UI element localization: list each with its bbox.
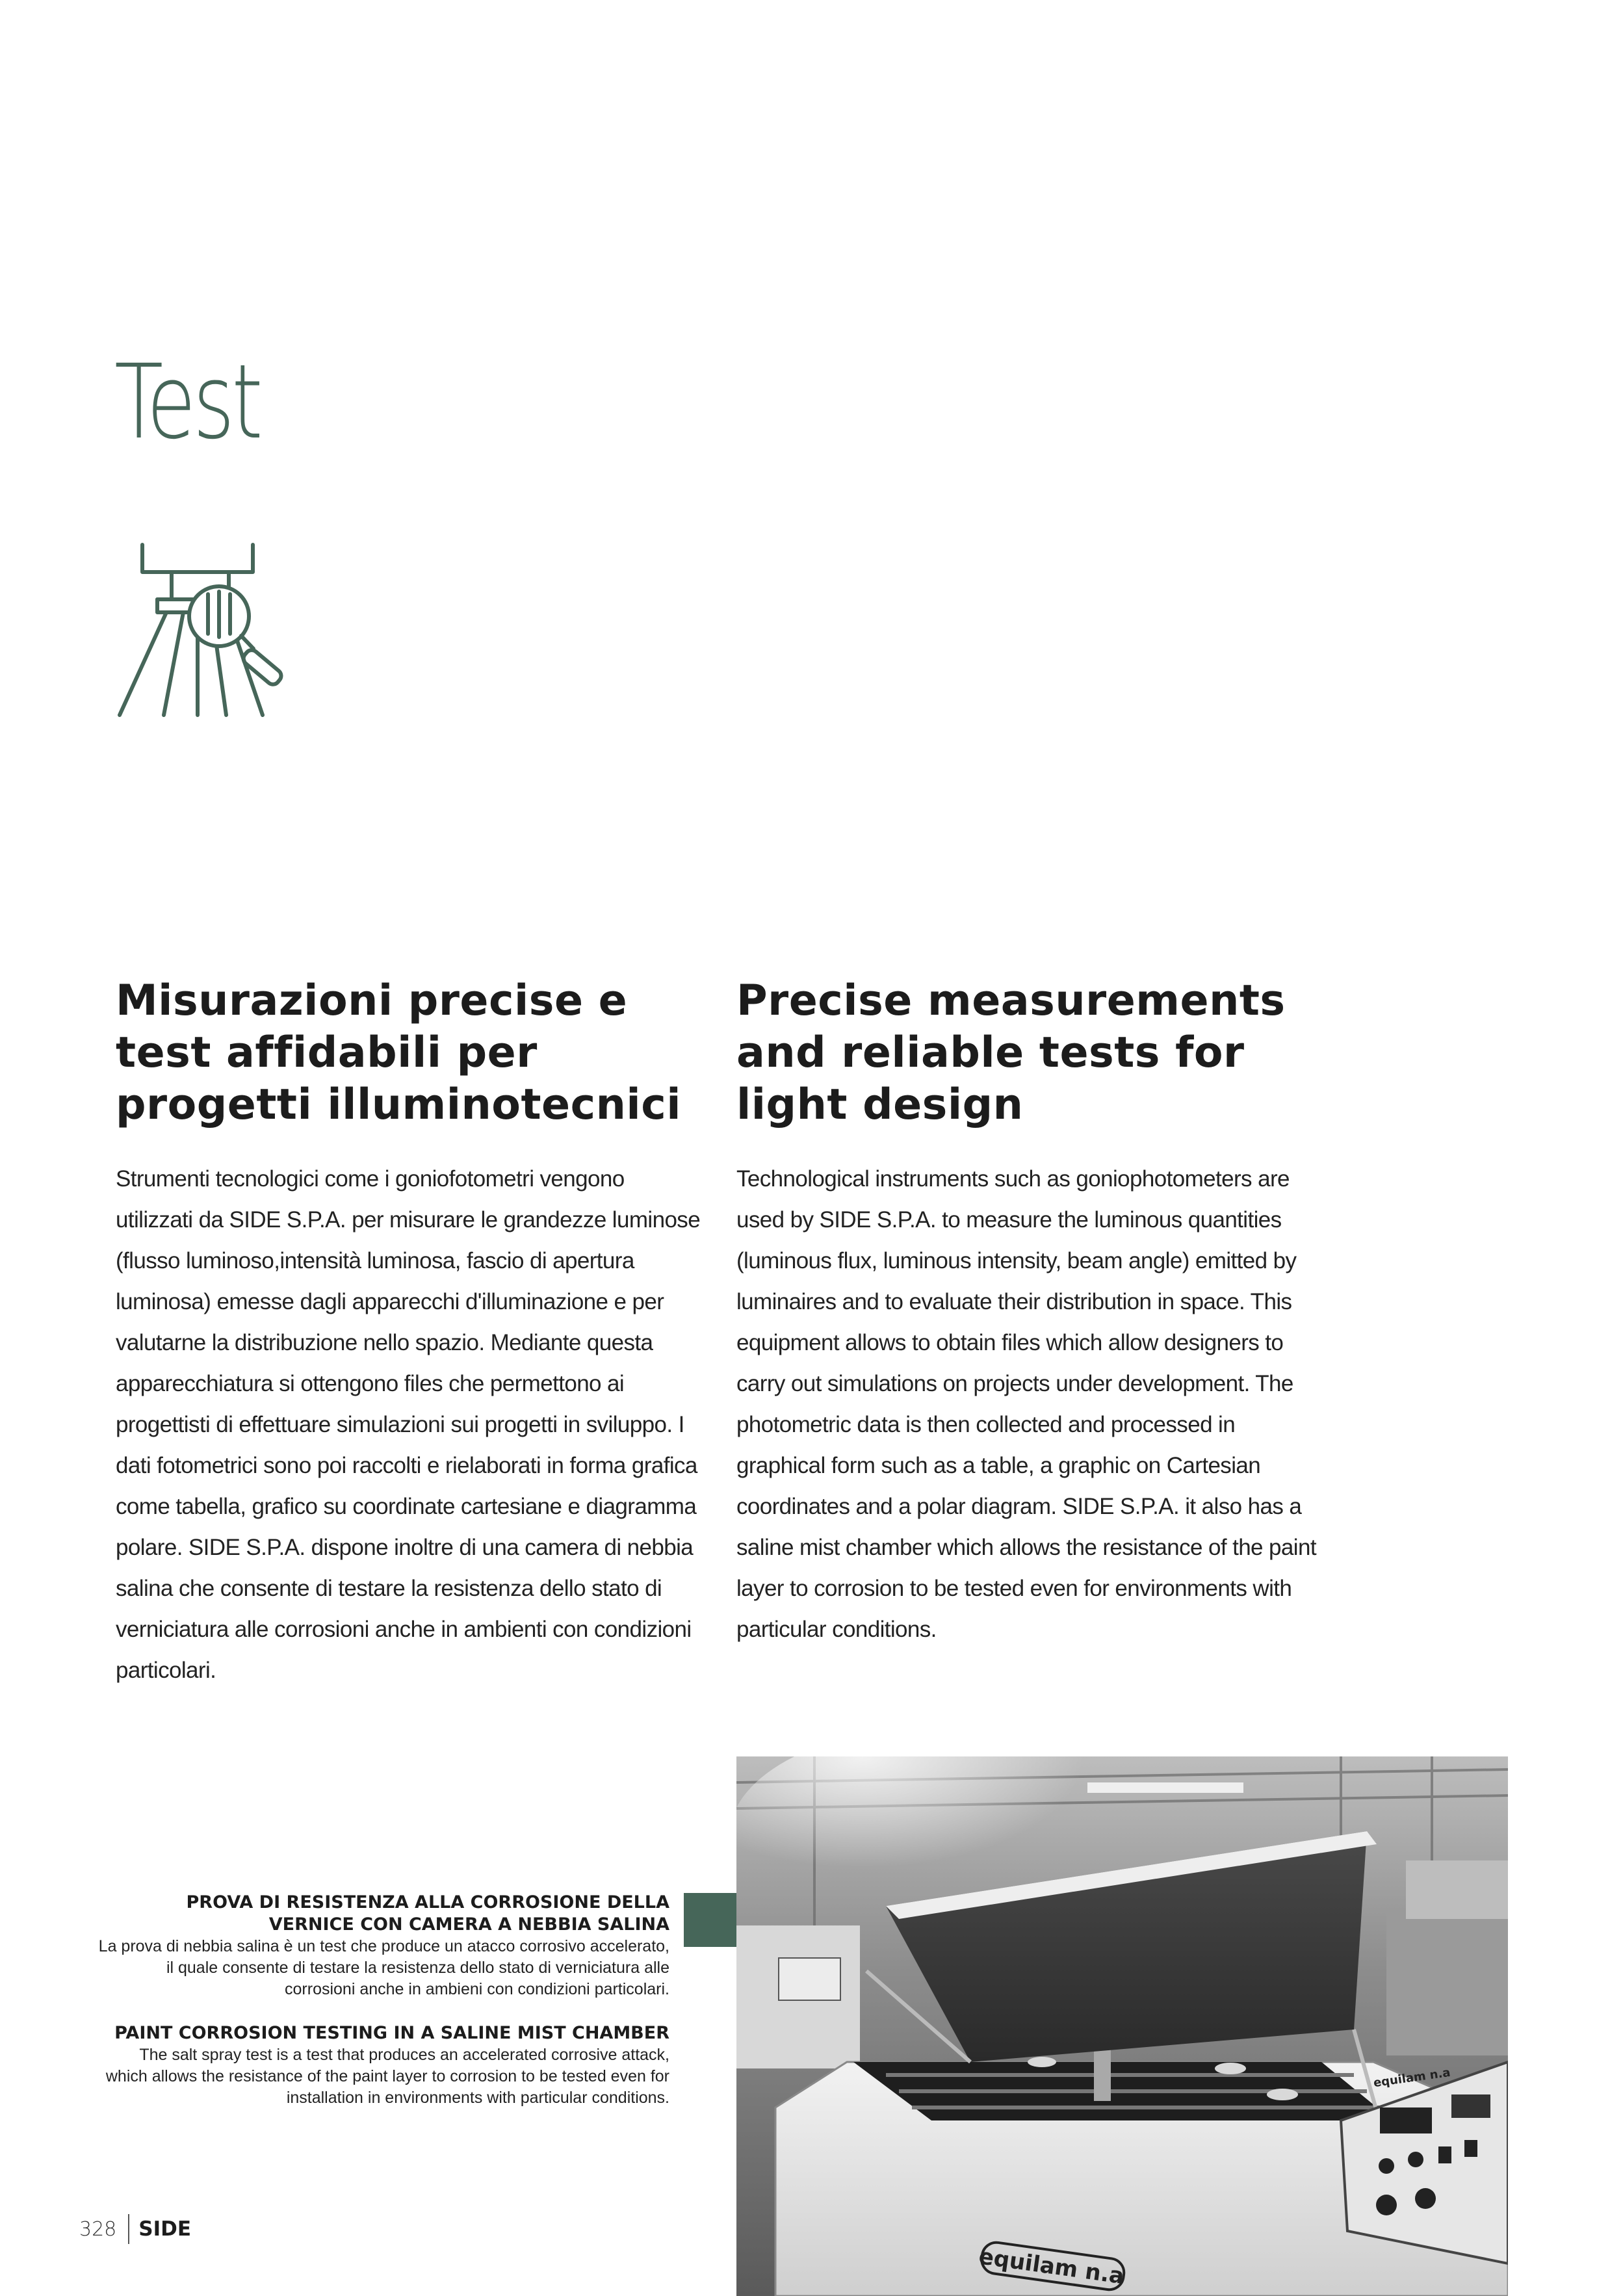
english-heading: Precise measurements and reliable tests for light design (736, 976, 1286, 1129)
footer-divider (128, 2214, 129, 2244)
page-footer (79, 2213, 191, 2245)
luminaire-test-icon (112, 540, 326, 728)
caption-en-text: The salt spray test is a test that produces an accelerated corrosive attack, which allows the resistance of the paint layer to corrosion to be tested even for installation in environments with particular conditions. (105, 2046, 669, 2107)
machine-label: equilam n.a (977, 2243, 1126, 2290)
salt-spray-chamber-photo (736, 1756, 1508, 2296)
accent-square (684, 1893, 736, 1947)
italian-column (116, 975, 701, 1691)
english-column (736, 975, 1321, 1650)
brand-name: SIDE (138, 2217, 192, 2241)
caption-en-title: PAINT CORROSION TESTING IN A SALINE MIST CHAMBER (114, 2023, 669, 2043)
caption-it-title: PROVA DI RESISTENZA ALLA CORROSIONE DELLA VERNICE CON CAMERA A NEBBIA SALINA (186, 1892, 669, 1935)
page-title: Test (114, 343, 260, 462)
caption-it-text: La prova di nebbia salina è un test che produce un atacco corrosivo accelerato, il quale consente di testare la resistenza dello stato di verniciatura alle corrosioni anche in ambieni con condizioni particolari. (98, 1937, 669, 1998)
english-body: Technological instruments such as goniophotometers are used by SIDE S.P.A. to measure the luminous quantities (luminous flux, luminous intensity, beam angle) emitted by luminaires and to evaluate their distribution in space. This equipment allows to obtain files which allow designers to carry out simulations on projects under development. The photometric data is then collected and processed in graphical form such as a table, a graphic on Cartesian coordinates and a polar diagram. SIDE S.P.A. it also has a saline mist chamber which allows the resistance of the paint layer to corrosion to be tested even for environments with particular conditions. (736, 1166, 1316, 1642)
panel-label: equilam n.a (1372, 2065, 1451, 2091)
page-number: 328 (79, 2217, 117, 2241)
photo-captions (97, 1892, 669, 2109)
italian-body: Strumenti tecnologici come i goniofotometri vengono utilizzati da SIDE S.P.A. per misurare le grandezze luminose (flusso luminoso,intensità luminosa, fascio di apertura luminosa) emesse dagli apparecchi d'illuminazione e per valutarne la distribuzione nello spazio. Mediante questa apparecchiatura si ottengono files che permettono ai progettisti di effettuare simulazioni sui progetti in sviluppo. I dati fotometrici sono poi raccolti e rielaborati in forma grafica come tabella, grafico su coordinate cartesiane e diagramma polare. SIDE S.P.A. dispone inoltre di una camera di nebbia salina che consente di testare la resistenza dello stato di verniciatura alle corrosioni anche in ambienti con condizioni particolari. (116, 1166, 701, 1683)
italian-heading: Misurazioni precise e test affidabili per progetti illuminotecnici (116, 976, 682, 1129)
